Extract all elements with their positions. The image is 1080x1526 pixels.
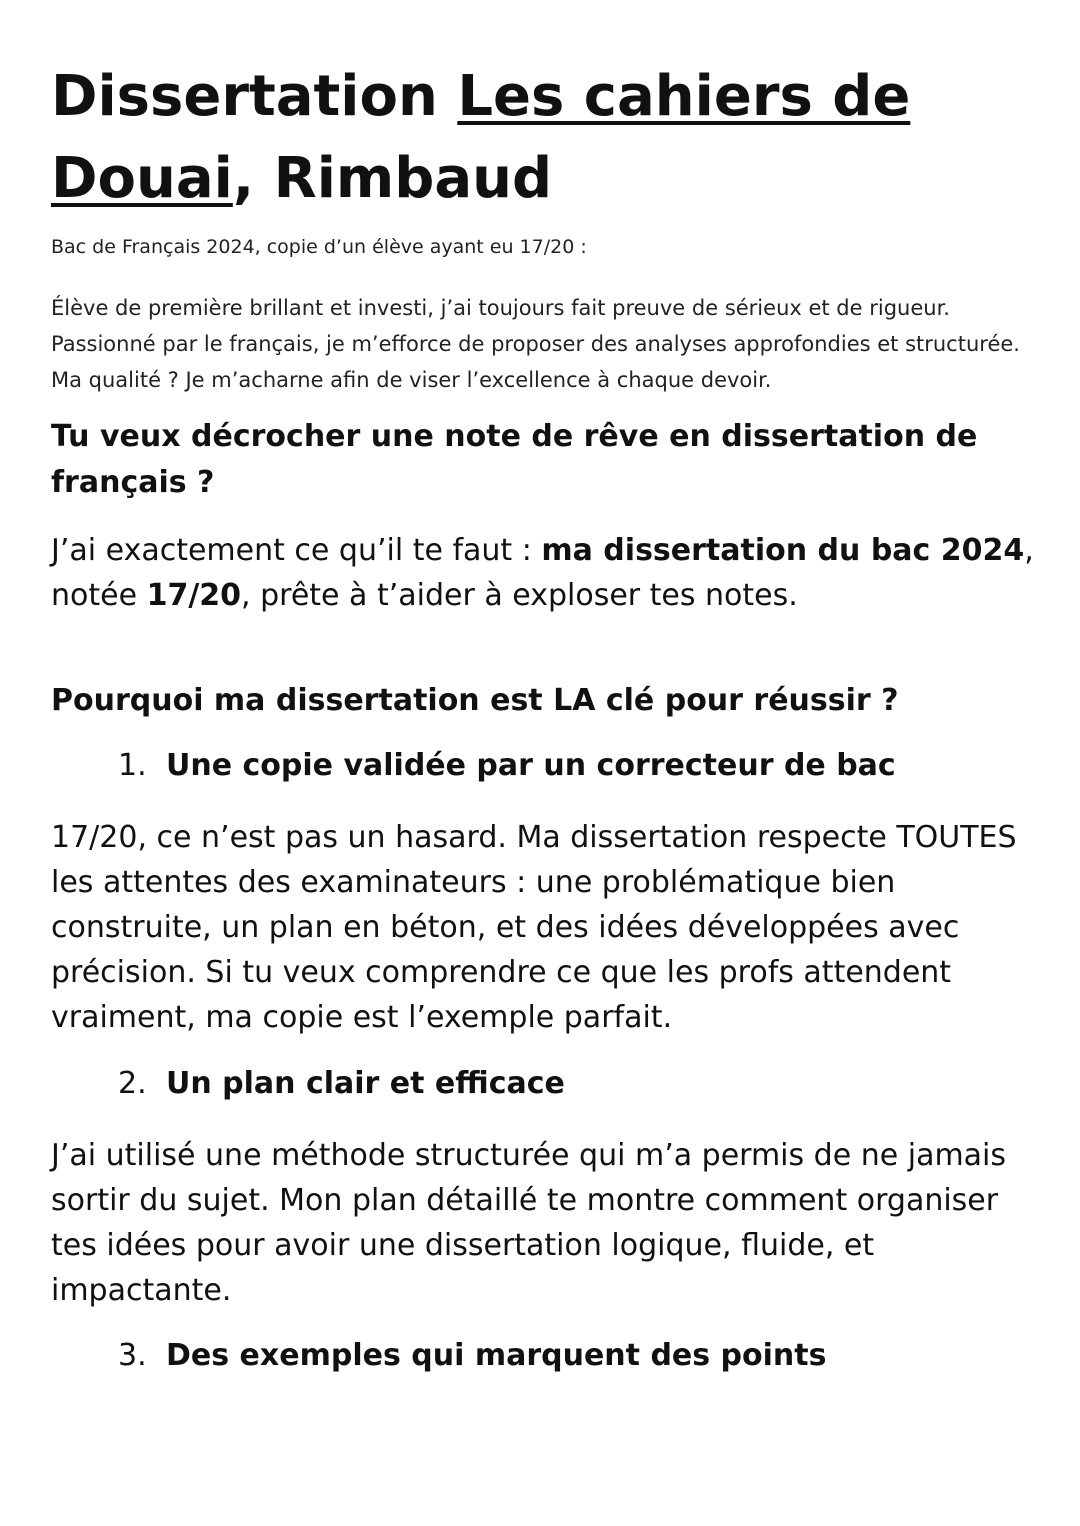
work-title: Les cahiers de Douai bbox=[51, 64, 911, 211]
subtitle: Bac de Français 2024, copie d’un élève ayant eu 17/20 : bbox=[51, 236, 587, 258]
list-item-1: 1. Une copie validée par un correcteur de bac bbox=[118, 748, 896, 783]
list-item-2: 2. Un plan clair et efficace bbox=[118, 1066, 565, 1101]
item-2-text: J’ai utilisé une méthode structurée qui m’a permis de ne jamais sortir du sujet. Mon plan détaillé te montre comment organiser tes idées pour avoir une dissertation logique, fluide, et impactante. bbox=[51, 1138, 1007, 1308]
heading-dream-grade: Tu veux décrocher une note de rêve en dissertation de français ? bbox=[51, 419, 978, 500]
heading-why: Pourquoi ma dissertation est LA clé pour réussir ? bbox=[51, 683, 899, 718]
list-item-3: 3. Des exemples qui marquent des points bbox=[118, 1338, 827, 1373]
pitch-paragraph: J’ai exactement ce qu’il te faut : ma dissertation du bac 2024, notée 17/20, prête à t’aider à exploser tes notes. bbox=[51, 533, 1034, 613]
page-title: Dissertation Les cahiers de Douai, Rimbaud bbox=[51, 64, 911, 211]
item-1-text: 17/20, ce n’est pas un hasard. Ma dissertation respecte TOUTES les attentes des examinateurs : une problématique bien construite, un plan en béton, et des idées développées avec précision. Si tu veux comprendre ce que les profs attendent vraiment, ma copie est l’exemple parfait. bbox=[51, 820, 1017, 1035]
intro-paragraph: Élève de première brillant et investi, j’ai toujours fait preuve de sérieux et de rigueur. Passionné par le français, je m’efforce de proposer des analyses approfondies et structurée. Ma qualité ? Je m’acharne afin de viser l’excellence à chaque devoir. bbox=[51, 296, 1020, 392]
